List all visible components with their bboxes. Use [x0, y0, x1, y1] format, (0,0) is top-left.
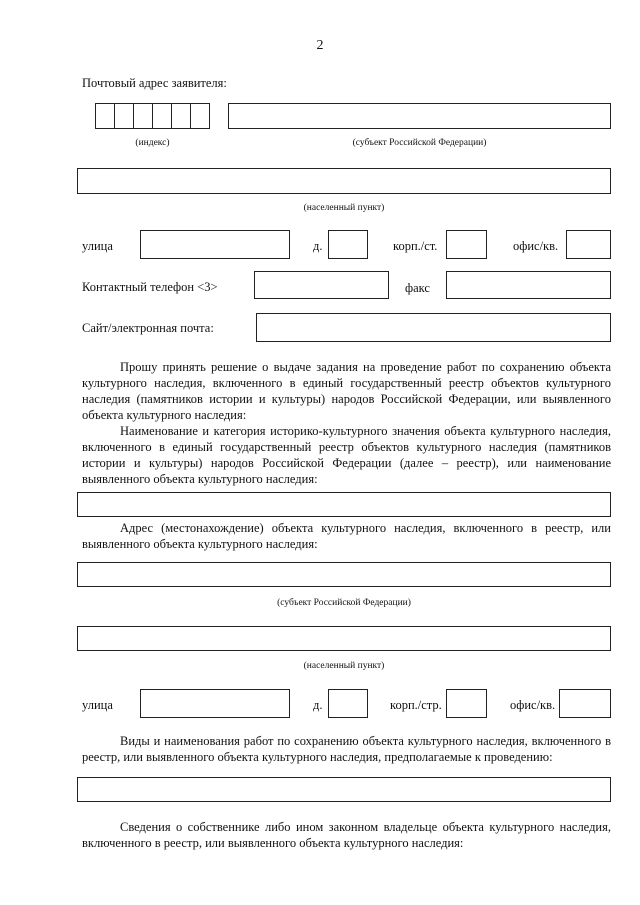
postal-address-label: Почтовый адрес заявителя:	[82, 76, 227, 90]
applicant-locality-caption: (населенный пункт)	[303, 203, 385, 213]
page-number: 2	[316, 38, 324, 53]
phone-label: Контактный телефон <3>	[82, 280, 218, 294]
object-office-label: офис/кв.	[510, 698, 556, 712]
applicant-subject-caption: (субъект Российской Федерации)	[352, 138, 487, 148]
site-email-field[interactable]	[256, 313, 611, 342]
object-house-label: д.	[313, 698, 323, 712]
object-subject-field[interactable]	[77, 562, 611, 587]
applicant-house-field[interactable]	[328, 230, 368, 259]
phone-field[interactable]	[254, 271, 389, 299]
applicant-building-label: корп./ст.	[393, 239, 438, 253]
postal-index-digit[interactable]	[172, 104, 191, 128]
object-name-paragraph: Наименование и категория историко-культурного значения объекта культурного наследия, включенного в единый государственный реестр объектов культурного наследия (памятников истории и культуры) народов Российской Федерации (далее – реестр), или наименование выявленного объекта культурного наследия:	[82, 424, 611, 486]
fax-label: факс	[405, 281, 430, 295]
postal-index-digit[interactable]	[115, 104, 134, 128]
index-caption: (индекс)	[135, 138, 170, 148]
postal-index-digit[interactable]	[96, 104, 115, 128]
applicant-locality-field[interactable]	[77, 168, 611, 194]
applicant-house-label: д.	[313, 239, 323, 253]
object-address-paragraph: Адрес (местонахождение) объекта культурного наследия, включенного в реестр, или выявленного объекта культурного наследия:	[82, 521, 611, 551]
object-building-field[interactable]	[446, 689, 487, 718]
object-locality-caption: (населенный пункт)	[303, 661, 385, 671]
object-subject-caption: (субъект Российской Федерации)	[277, 598, 411, 608]
works-field[interactable]	[77, 777, 611, 802]
postal-index-digit[interactable]	[191, 104, 209, 128]
object-street-field[interactable]	[140, 689, 290, 718]
object-house-field[interactable]	[328, 689, 368, 718]
site-email-label: Сайт/электронная почта:	[82, 321, 214, 335]
applicant-subject-field[interactable]	[228, 103, 611, 129]
postal-index-field[interactable]	[95, 103, 210, 129]
applicant-office-label: офис/кв.	[513, 239, 559, 253]
object-building-label: корп./стр.	[390, 698, 442, 712]
request-paragraph: Прошу принять решение о выдаче задания на проведение работ по сохранению объекта культурного наследия, включенного в единый государственный реестр объектов культурного наследия (памятников истории и культуры) народов Российской Федерации, или выявленного объекта культурного наследия:	[82, 360, 611, 422]
applicant-office-field[interactable]	[566, 230, 611, 259]
postal-index-digit[interactable]	[153, 104, 172, 128]
object-street-label: улица	[82, 698, 113, 712]
postal-index-digit[interactable]	[134, 104, 153, 128]
object-office-field[interactable]	[559, 689, 611, 718]
owner-paragraph: Сведения о собственнике либо ином законном владельце объекта культурного наследия, включенного в реестр, или выявленного объекта культурного наследия:	[82, 820, 611, 850]
works-paragraph: Виды и наименования работ по сохранению объекта культурного наследия, включенного в реестр, или выявленного объекта культурного наследия, предполагаемые к проведению:	[82, 734, 611, 764]
applicant-street-field[interactable]	[140, 230, 290, 259]
applicant-street-label: улица	[82, 239, 113, 253]
fax-field[interactable]	[446, 271, 611, 299]
object-name-field[interactable]	[77, 492, 611, 517]
object-locality-field[interactable]	[77, 626, 611, 651]
applicant-building-field[interactable]	[446, 230, 487, 259]
